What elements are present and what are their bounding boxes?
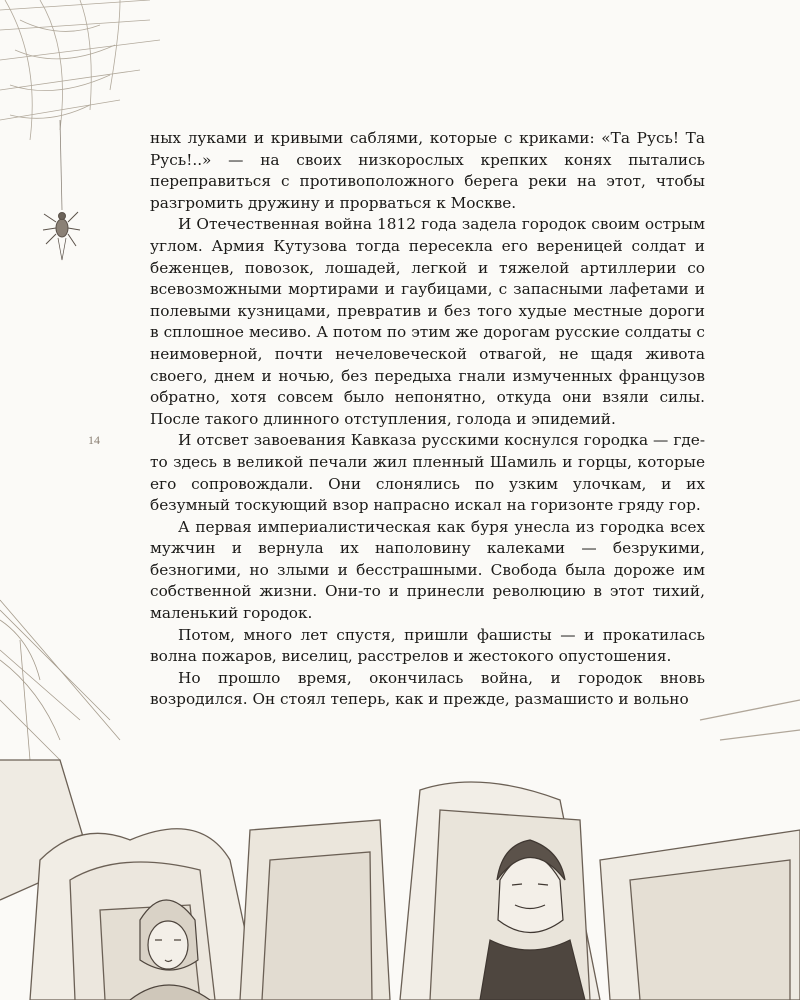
page-number: 14 bbox=[88, 433, 100, 447]
paragraph: Потом, много лет спустя, пришли фашисты — и прокатилась волна пожаров, виселиц, расстрелов и жестокого опустошения. bbox=[150, 625, 705, 666]
spider-illustration bbox=[43, 212, 80, 260]
paragraph: И Отечественная война 1812 года задела городок своим острым углом. Армия Кутузова тогда пересекла его вереницей солдат и беженцев, повозок, лошадей, легкой и тяжелой артиллерии со всевозможными мортирами и гаубицами, с запасными лафетами и полевыми кузницами, превратив и без того худые местные дороги в сплошное месиво. А потом по этим же дорогам русские солдаты с неимоверной, почти нечеловеческой отвагой, не щадя живота своего, днем и ночью, без передыха гнали измученных французов обратно, хотя совсем было непонятно, откуда они взяли силы. После такого длинного отступления, голода и эпидемий. bbox=[150, 215, 705, 428]
paragraph: А первая империалистическая как буря унесла из городка всех мужчин и вернула их наполовину калеками — безрукими, безногими, но злыми и бесстрашными. Свобода была дороже им собственной жизни. Они-то и принесли революцию в этот тихий, маленький городок. bbox=[150, 517, 705, 623]
spider-web-illustration bbox=[0, 0, 160, 210]
paragraph: Но прошло время, окончилась война, и городок вновь возродился. Он стоял теперь, как и прежде, размашисто и вольно bbox=[150, 668, 705, 709]
picture-frames-sketch bbox=[0, 700, 800, 1000]
bottom-web-illustration bbox=[0, 600, 120, 760]
paragraph: И отсвет завоевания Кавказа русскими коснулся городка — где-то здесь в великой печали жил пленный Шамиль и горцы, которые его сопровождали. Они слонялись по узким улочкам, и их безумный тоскующий взор напрасно искал на горизонте гряду гор. bbox=[150, 431, 705, 515]
paragraph: ных луками и кривыми саблями, которые с криками: «Та Русь! Та Русь!..» — на своих низкорослых крепких конях пытались переправиться с противоположного берега реки на этот, чтобы разгромить дружину и прорваться к Москве. bbox=[150, 129, 705, 212]
body-text bbox=[150, 128, 705, 711]
